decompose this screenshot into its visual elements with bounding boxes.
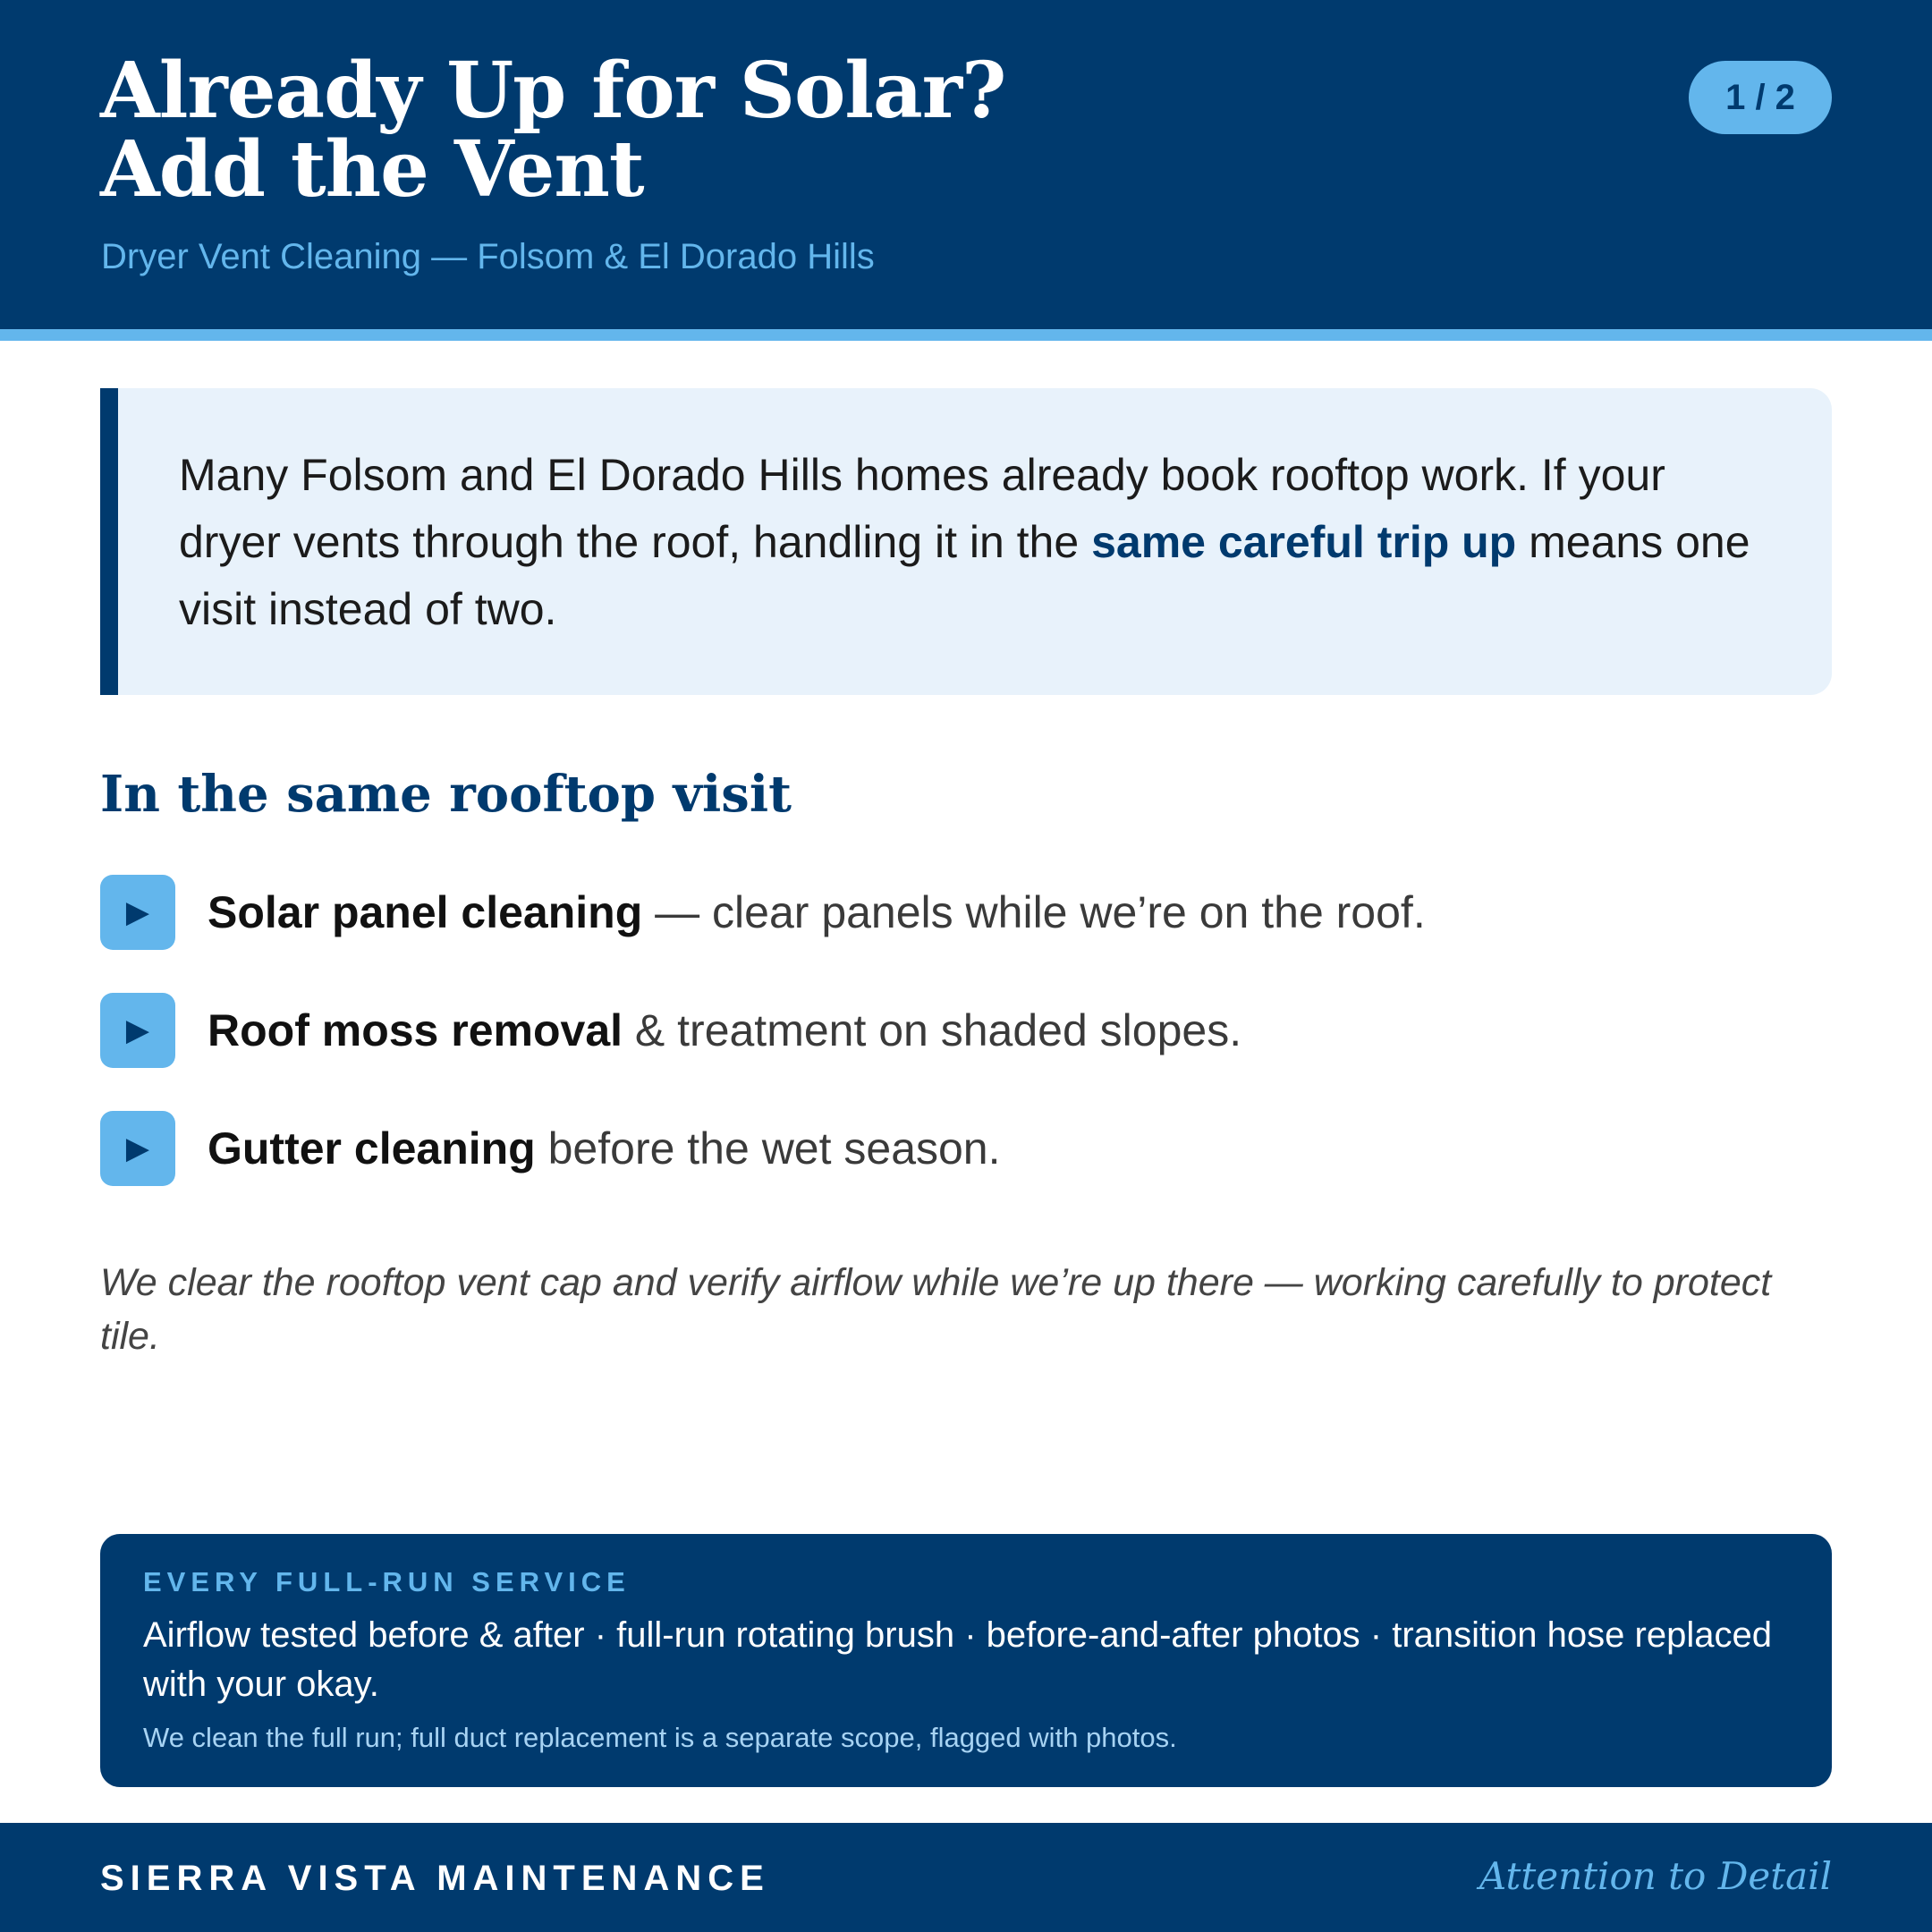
service-item-moss (100, 993, 1800, 1068)
service-name: Solar panel cleaning (208, 887, 643, 937)
service-detail: — clear panels while we’re on the roof. (642, 887, 1426, 937)
intro-text-end: means one visit instead of two. (179, 517, 1750, 634)
page-title (100, 46, 1442, 215)
header-banner (0, 0, 1932, 341)
page-title-line-1: Already Up for Solar? (100, 46, 1006, 136)
page-title-line-2: Add the Vent (100, 124, 644, 215)
page-indicator-badge: 1 / 2 (1689, 61, 1832, 134)
play-bullet-icon: ▶ (100, 1111, 175, 1186)
service-promise-box (100, 1534, 1832, 1787)
service-text (208, 875, 1426, 950)
promise-body: Airflow tested before & after · full-run rotating brush · before-and-after photos · transition hose replaced with your okay. (143, 1615, 1772, 1704)
promise-fine-print: We clean the full run; full duct replacement is a separate scope, flagged with photos. (143, 1722, 1177, 1753)
play-bullet-icon: ▶ (100, 875, 175, 950)
service-name: Roof moss removal (208, 1005, 623, 1055)
page-subtitle: Dryer Vent Cleaning — Folsom & El Dorado Hills (101, 237, 875, 276)
service-detail: & treatment on shaded slopes. (623, 1005, 1242, 1055)
service-item-solar (100, 875, 1800, 950)
service-name: Gutter cleaning (208, 1123, 536, 1174)
service-text (208, 993, 1241, 1068)
brand-tagline: Attention to Detail (1479, 1854, 1832, 1898)
services-heading: In the same rooftop visit (100, 765, 792, 824)
intro-highlight: same careful trip up (1091, 517, 1517, 567)
service-item-gutter (100, 1111, 1800, 1186)
play-bullet-icon: ▶ (100, 993, 175, 1068)
rooftop-note: We clear the rooftop vent cap and verify airflow while we’re up there — working carefully to protect tile. (100, 1261, 1772, 1358)
promise-label: EVERY FULL-RUN SERVICE (143, 1566, 631, 1597)
footer-bar (0, 1823, 1932, 1932)
service-detail: before the wet season. (535, 1123, 1001, 1174)
intro-callout (100, 388, 1832, 695)
service-text (208, 1111, 1001, 1186)
brand-name: SIERRA VISTA MAINTENANCE (100, 1859, 770, 1898)
intro-text-start: Many Folsom and El Dorado Hills homes already book rooftop work. If your dryer vents through the roof, handling it in the (179, 450, 1665, 567)
